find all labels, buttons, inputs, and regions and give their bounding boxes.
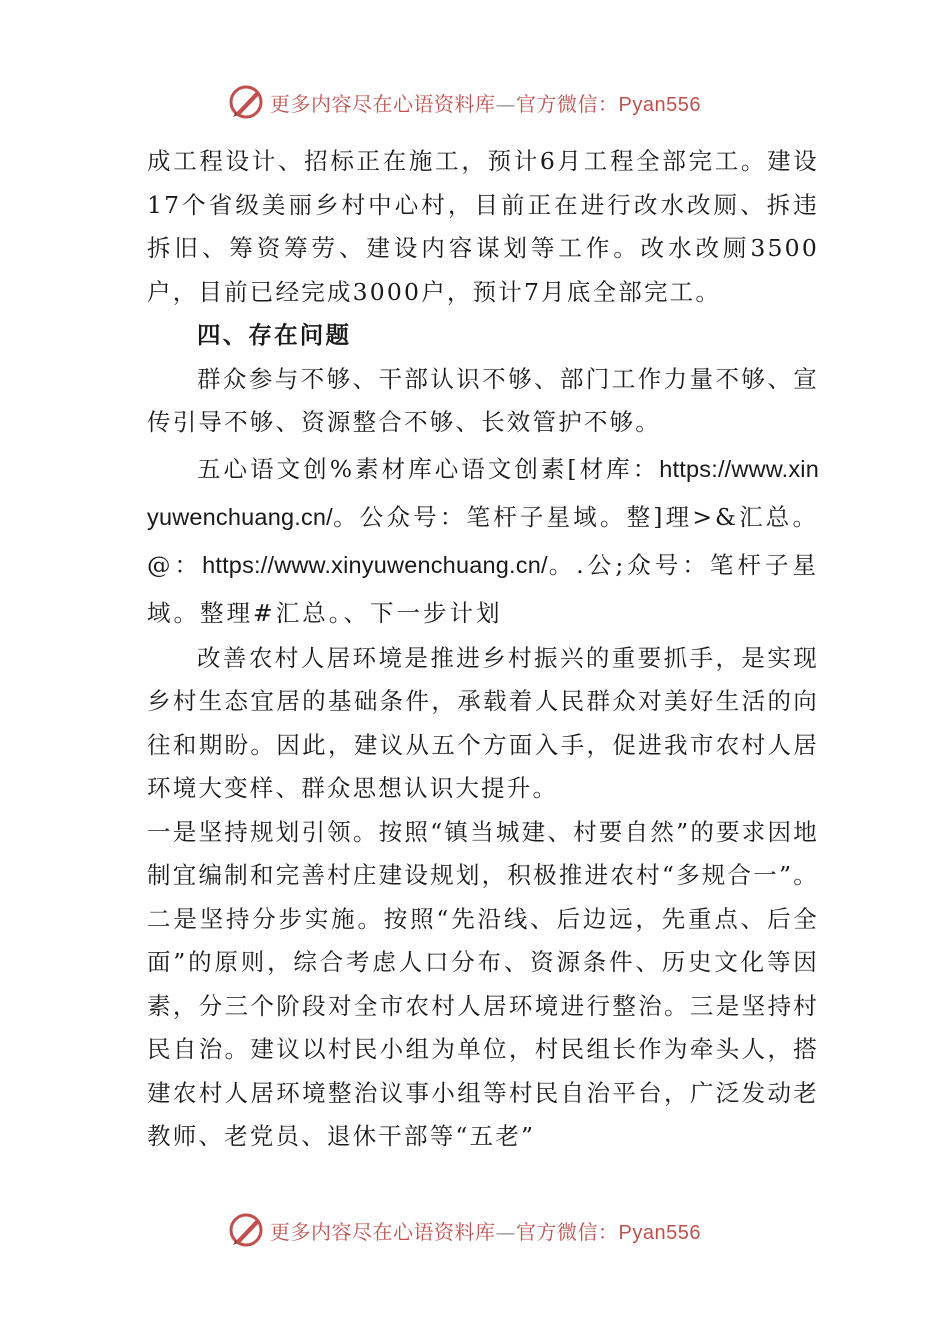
paragraph-next-plan: 改善农村人居环境是推进乡村振兴的重要抓手，是实现乡村生态宜居的基础条件，承载着人民群众对美好生活的向往和期盼。因此，建议从五个方面入手，促进我市农村人居环境大变样、群众思想认识大提升。 [147,643,819,802]
banner-wechat-id: Pyan556 [618,1221,701,1244]
pen-logo-icon [226,1210,266,1250]
banner-wechat-id: Pyan556 [618,93,701,116]
banner-separator: — [495,91,516,116]
paragraph-measures: 一是坚持规划引领。按照“镇当城建、村要自然”的要求因地制宜编制和完善村庄建设规划，积极推进农村“多规合一”。二是坚持分步实施。按照“先沿线、后边远，先重点、后全面”的原则，综合考虑人口分布、资源条件、历史文化等因素，分三个阶段对全市农村人居环境进行整治。三是坚持村民自治。建议以村民小组为单位，村民组长作为牵头人，搭建农村人居环境整治议事小组等村民自治平台，广泛发动老教师、老党员、退休干部等“五老” [147,817,819,1150]
section-heading-problems: 四、存在问题 [197,321,352,349]
mixed-text-1: 五心语文创%素材库心语文创素[材库： [197,454,660,483]
banner-wechat-label: 官方微信： [516,1219,619,1244]
watermark-url-1: https://www.xinyuwenchuang.cn/ [147,455,819,530]
banner-main: 更多内容尽在心语资料库 [270,1219,496,1244]
paragraph-problems: 群众参与不够、干部认识不够、部门工作力量不够、宣传引导不够、资源整合不够、长效管护不够。 [147,364,819,436]
paragraph-progress: 成工程设计、招标正在施工，预计6月工程全部完工。建设17个省级美丽乡村中心村，目前正在进行改水改厕、拆违拆旧、筹资筹劳、建设内容谋划等工作。改水改厕3500户，目前已经完成3000户，预计7月底全部完工。 [147,147,819,306]
pen-logo-icon [226,82,266,122]
header-banner [226,82,746,122]
banner-separator: — [495,1219,516,1244]
paragraph-watermark-mixed [147,445,819,637]
banner-wechat-label: 官方微信： [516,91,619,116]
banner-text [270,88,701,117]
footer-banner [226,1210,746,1250]
banner-text [270,1216,701,1245]
watermark-url-2: https://www.xinyuwenchuang.cn/ [202,551,548,578]
banner-main: 更多内容尽在心语资料库 [270,91,496,116]
document-body [147,140,819,1159]
mixed-text-3: 。.公;众号：笔杆子星域。整理#汇总。、下一步计划 [147,550,820,627]
mixed-text-2: 。公众号：笔杆子星域。整]理>&汇总。@： [147,502,819,579]
